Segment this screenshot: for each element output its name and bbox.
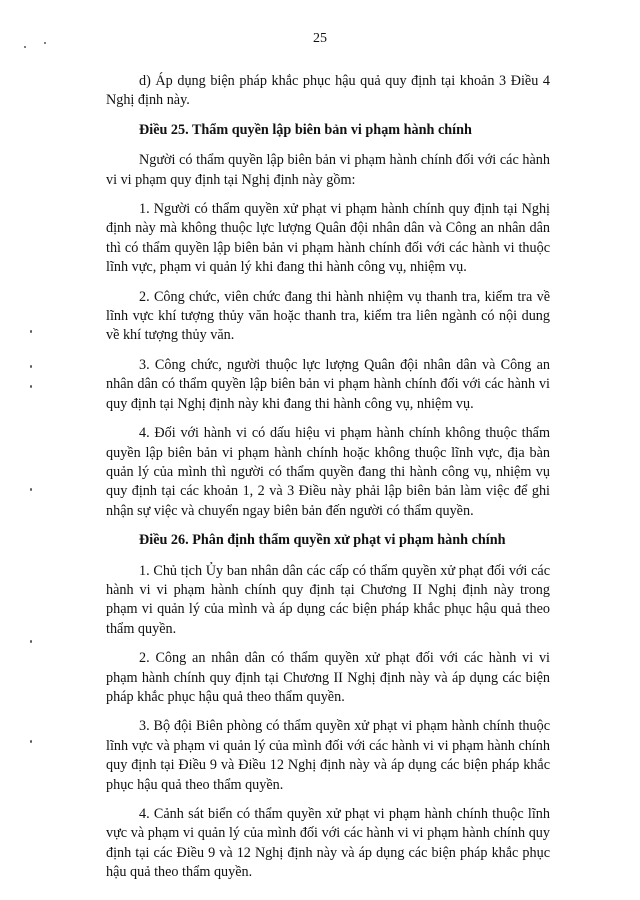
article-25-intro: Người có thẩm quyền lập biên bản vi phạm hành chính đối với các hành vi vi phạm quy định tại Nghị định này gồm: <box>106 152 550 188</box>
document-body <box>106 72 550 893</box>
article-26-clause-1: 1. Chủ tịch Ủy ban nhân dân các cấp có thẩm quyền xử phạt đối với các hành vi vi phạm hành chính quy định tại Chương II Nghị định này trong phạm vi quản lý của mình và áp dụng các biện pháp khắc phục hậu quả theo thẩm quyền. <box>106 562 550 637</box>
article-26-clause-4: 4. Cảnh sát biển có thẩm quyền xử phạt vi phạm hành chính thuộc lĩnh vực và phạm vi quản lý của mình đối với các hành vi vi phạm hành chính quy định tại các Điều 9 và 12 Nghị định này và áp dụng các biện pháp khắc phục hậu quả theo thẩm quyền. <box>106 806 550 881</box>
scan-speck <box>30 640 32 643</box>
paragraph-point-d: d) Áp dụng biện pháp khắc phục hậu quả quy định tại khoản 3 Điều 4 Nghị định này. <box>106 73 550 109</box>
scan-speck <box>24 46 26 48</box>
article-26-clause-3: 3. Bộ đội Biên phòng có thẩm quyền xử phạt vi phạm hành chính thuộc lĩnh vực và phạm vi quản lý của mình đối với các hành vi vi phạm hành chính quy định tại Điều 9 và Điều 12 Nghị định này và áp dụng các biện pháp khắc phục hậu quả theo thẩm quyền. <box>106 718 550 793</box>
article-25-clause-2: 2. Công chức, viên chức đang thi hành nhiệm vụ thanh tra, kiểm tra về lĩnh vực khí tượng thủy văn hoặc thanh tra, kiểm tra liên ngành có nội dung về khí tượng thủy văn. <box>106 288 550 344</box>
scan-speck <box>30 740 32 743</box>
page-number: 25 <box>313 31 327 46</box>
article-25-clause-4: 4. Đối với hành vi có dấu hiệu vi phạm hành chính không thuộc thẩm quyền lập biên bản vi phạm hành chính hoặc không thuộc lĩnh vực, địa bàn quản lý của mình thì người có thẩm quyền đang thi hành công vụ, nhiệm vụ quy định tại các khoản 1, 2 và 3 Điều này phải lập biên bản làm việc để ghi nhận sự việc và chuyển ngay biên bản đến người có thẩm quyền. <box>106 425 550 519</box>
article-25-clause-3: 3. Công chức, người thuộc lực lượng Quân đội nhân dân và Công an nhân dân có thẩm quyền lập biên bản vi phạm hành chính đối với các hành vi quy định tại Nghị định này khi đang thi hành công vụ, nhiệm vụ. <box>106 356 550 412</box>
scan-speck <box>30 330 32 333</box>
scan-speck <box>30 488 32 491</box>
scan-speck <box>30 365 32 368</box>
article-25-heading: Điều 25. Thẩm quyền lập biên bản vi phạm hành chính <box>139 121 472 138</box>
scan-speck <box>44 42 46 44</box>
article-26-heading: Điều 26. Phân định thẩm quyền xử phạt vi phạm hành chính <box>139 532 506 549</box>
article-25-clause-1: 1. Người có thẩm quyền xử phạt vi phạm hành chính quy định tại Nghị định này mà không thuộc lực lượng Quân đội nhân dân và Công an nhân dân thì có thẩm quyền lập biên bản vi phạm hành chính đối với các hành vi thuộc lĩnh vực, phạm vi quản lý khi đang thi hành công vụ, nhiệm vụ. <box>106 201 550 276</box>
article-26-clause-2: 2. Công an nhân dân có thẩm quyền xử phạt đối với các hành vi vi phạm hành chính quy định tại Chương II Nghị định này và áp dụng các biện pháp khắc phục hậu quả theo thẩm quyền. <box>106 650 550 705</box>
scan-speck <box>30 385 32 388</box>
